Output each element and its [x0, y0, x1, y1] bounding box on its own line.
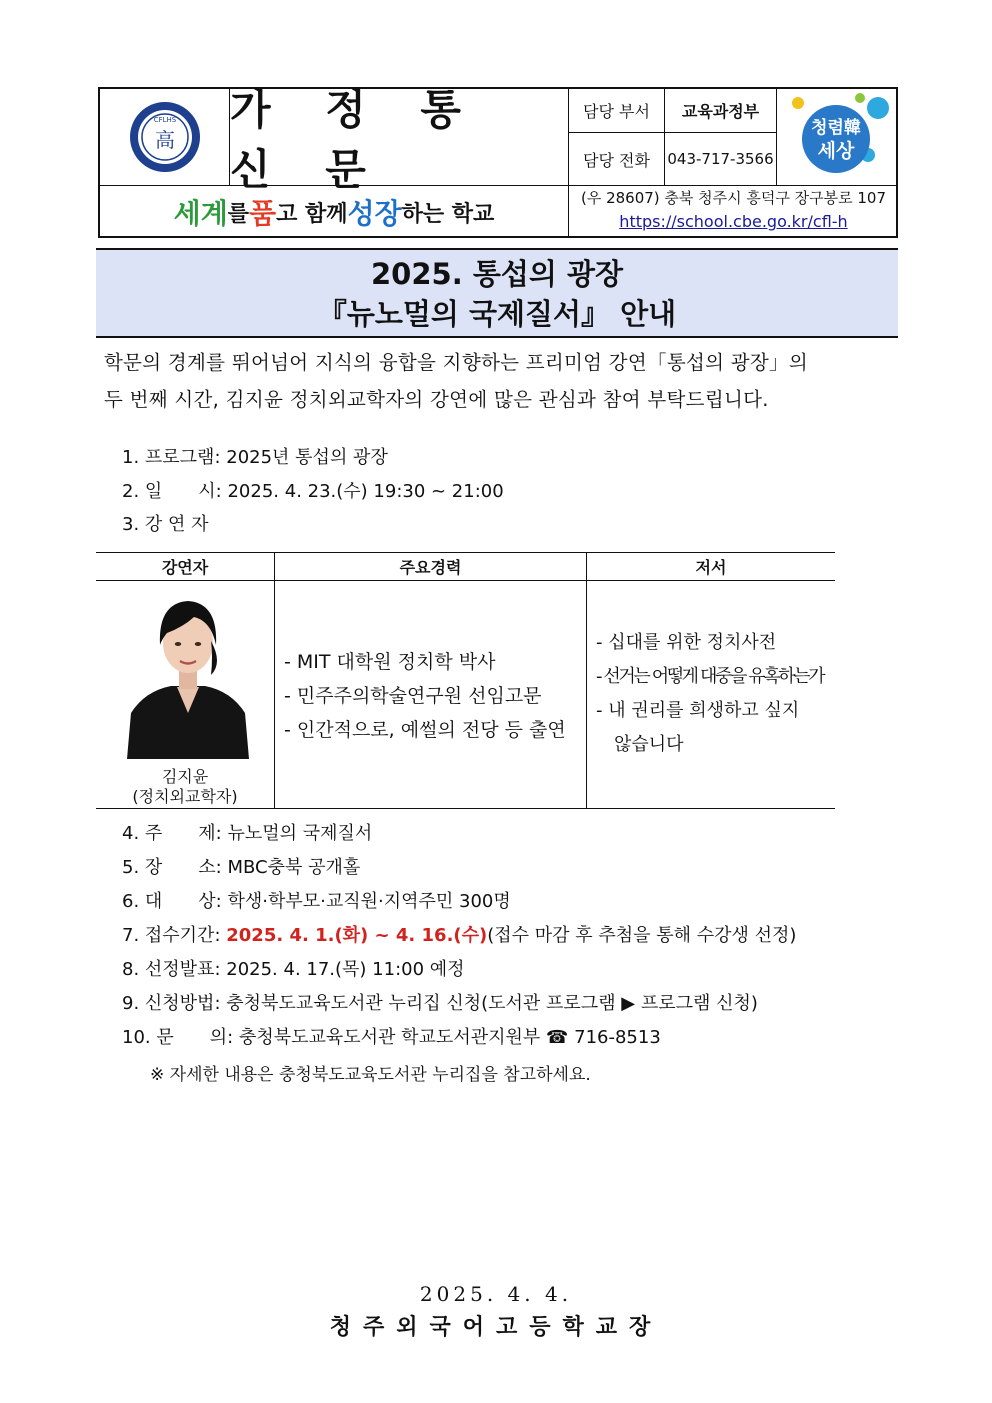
item-value: 충청북도교육도서관 누리집 신청(도서관 프로그램 ▶ 프로그램 신청) — [226, 993, 758, 1014]
list-item — [122, 890, 511, 914]
header-table — [98, 87, 898, 238]
title-banner — [96, 248, 898, 338]
phone-value: 043-717-3566 — [667, 150, 774, 168]
school-address-block — [569, 186, 898, 238]
list-item — [122, 856, 360, 880]
speaker-photo — [127, 587, 249, 759]
speaker-title: (정치외교학자) — [132, 787, 238, 806]
logo-text-center: 高 — [154, 128, 175, 152]
career-list — [284, 645, 566, 747]
dept-label: 담당 부서 — [583, 102, 650, 121]
list-item — [122, 480, 504, 504]
career-item: - 민주주의학술연구원 선임고문 — [284, 685, 542, 707]
item-label: 3. 강 연 자 — [122, 514, 209, 535]
issue-date: 2025. 4. 4. — [419, 1282, 573, 1306]
school-slogan — [100, 186, 568, 238]
career-item: - 인간적으로, 예썰의 전당 등 출연 — [284, 719, 566, 741]
item-label: 7. 접수기간: — [122, 925, 221, 946]
career-item: - MIT 대학원 정치학 박사 — [284, 651, 496, 673]
slogan-part: 성장 — [347, 197, 402, 230]
table-header: 강연자 — [161, 558, 209, 577]
list-item — [122, 822, 372, 846]
slogan-part: 품 — [249, 197, 277, 230]
item-label: 5. 장 소: — [122, 857, 222, 878]
school-logo — [100, 89, 229, 185]
book-item: - 내 권리를 희생하고 싶지 — [596, 700, 800, 721]
speaker-table — [96, 552, 835, 809]
book-item: - 선거는 어떻게 대중을 유혹하는가 — [596, 666, 824, 687]
list-item — [122, 992, 758, 1016]
page-title: 가 정 통 신 문 — [230, 85, 481, 194]
item-value: 충청북도교육도서관 학교도서관지원부 ☎ 716-8513 — [238, 1027, 661, 1048]
item-value: 2025. 4. 23.(수) 19:30 ~ 21:00 — [227, 481, 504, 502]
item-label: 6. 대 상: — [122, 891, 222, 912]
integrity-emblem — [778, 91, 896, 183]
item-label: 9. 신청방법: — [122, 993, 221, 1014]
intro-line: 학문의 경계를 뛰어넘어 지식의 융합을 지향하는 프리미엄 강연「통섭의 광장」의 — [104, 351, 808, 374]
school-website-link[interactable]: https://school.cbe.go.kr/cfl-h — [619, 212, 848, 231]
school-address: (우 28607) 충북 청주시 흥덕구 장구봉로 107 — [580, 189, 887, 207]
item-label: 1. 프로그램: — [122, 447, 221, 468]
logo-text-top: CFLHS — [153, 116, 176, 124]
books-list — [596, 626, 823, 762]
item-label: 10. 문 의: — [122, 1027, 234, 1048]
registration-period: 2025. 4. 1.(화) ~ 4. 16.(수) — [226, 925, 488, 946]
table-header: 저서 — [695, 558, 727, 577]
slogan-part: 세계 — [173, 197, 228, 230]
item-value: (접수 마감 후 추첨을 통해 수강생 선정) — [487, 925, 797, 946]
table-header: 주요경력 — [399, 558, 462, 577]
slogan-part: 를 — [227, 201, 250, 227]
emblem-line2: 세상 — [817, 140, 855, 162]
item-value: 뉴노멀의 국제질서 — [227, 823, 373, 844]
book-item: 않습니다 — [596, 734, 684, 755]
dept-value: 교육과정부 — [681, 102, 760, 121]
list-item — [122, 924, 796, 948]
item-value: MBC충북 공개홀 — [227, 857, 361, 878]
phone-label: 담당 전화 — [583, 150, 650, 170]
item-value: 2025. 4. 17.(목) 11:00 예정 — [226, 959, 465, 980]
list-item — [122, 958, 465, 982]
slogan-part: 하는 학교 — [401, 201, 495, 227]
item-value: 학생·학부모·교직원·지역주민 300명 — [227, 891, 511, 912]
item-label: 2. 일 시: — [122, 481, 222, 502]
list-item — [122, 446, 388, 470]
banner-line1: 2025. 통섭의 광장 — [371, 257, 623, 291]
speaker-name: 김지윤 — [161, 767, 209, 786]
book-item: - 십대를 위한 정치사전 — [596, 632, 777, 653]
item-label: 8. 선정발표: — [122, 959, 221, 980]
intro-line: 두 번째 시간, 김지윤 정치외교학자의 강연에 많은 관심과 참여 부탁드립니다. — [104, 388, 769, 411]
reference-note: ※ 자세한 내용은 충청북도교육도서관 누리집을 참고하세요. — [150, 1065, 591, 1085]
issuer-name: 청주외국어고등학교장 — [329, 1314, 663, 1340]
slogan-part: 고 함께 — [276, 201, 348, 227]
item-label: 4. 주 제: — [122, 823, 222, 844]
item-value: 2025년 통섭의 광장 — [226, 447, 388, 468]
banner-line2: 『뉴노멀의 국제질서』 안내 — [317, 297, 677, 331]
intro-paragraph — [104, 344, 884, 418]
list-item — [122, 1026, 661, 1050]
list-item — [122, 513, 209, 537]
emblem-line1: 청렴韓 — [811, 118, 861, 138]
